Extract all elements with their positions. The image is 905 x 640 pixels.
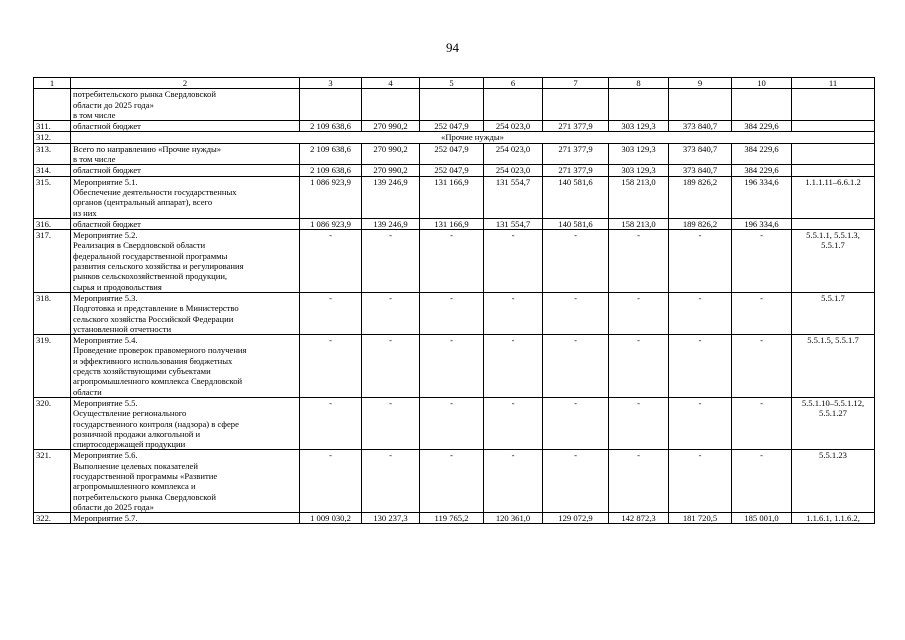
value-cell: - bbox=[543, 230, 609, 293]
page-number: 94 bbox=[446, 40, 459, 55]
row-name-line: сельского хозяйства Российской Федерации bbox=[73, 313, 234, 324]
value-cell: 1 009 030,2 bbox=[300, 513, 362, 524]
row-name-line: федеральной государственной программы bbox=[73, 250, 228, 261]
table-row bbox=[34, 218, 875, 229]
value-cell bbox=[669, 89, 732, 121]
target-code bbox=[792, 292, 875, 334]
value-cell: - bbox=[300, 397, 362, 449]
value-cell: - bbox=[484, 397, 543, 449]
value-cell: 373 840,7 bbox=[669, 165, 732, 176]
value-cell: 120 361,0 bbox=[484, 513, 543, 524]
table-row bbox=[34, 335, 875, 398]
value-cell: - bbox=[543, 292, 609, 334]
table-row bbox=[34, 121, 875, 132]
target-code bbox=[792, 450, 875, 513]
table-header-row bbox=[34, 78, 875, 89]
row-name-line: области bbox=[73, 386, 102, 397]
value-cell: - bbox=[732, 397, 792, 449]
value-cell: - bbox=[609, 230, 669, 293]
value-cell: 254 023,0 bbox=[484, 165, 543, 176]
row-number: 315. bbox=[34, 176, 71, 218]
column-header: 2 bbox=[71, 78, 300, 89]
value-cell: - bbox=[362, 230, 420, 293]
value-cell: 373 840,7 bbox=[669, 143, 732, 165]
target-code bbox=[792, 121, 875, 132]
value-cell: - bbox=[543, 335, 609, 398]
column-header: 11 bbox=[792, 78, 875, 89]
row-name bbox=[71, 121, 300, 132]
value-cell: - bbox=[420, 292, 484, 334]
row-name bbox=[71, 176, 300, 218]
row-name-line: Мероприятие 5.2. bbox=[73, 230, 138, 241]
value-cell: 131 554,7 bbox=[484, 218, 543, 229]
target-code bbox=[792, 165, 875, 176]
table-row bbox=[34, 176, 875, 218]
value-cell: 1 086 923,9 bbox=[300, 218, 362, 229]
row-name-line: агропромышленного комплекса Свердловской bbox=[73, 376, 243, 387]
row-name-line: органов (центральный аппарат), всего bbox=[73, 197, 213, 208]
value-cell: - bbox=[669, 335, 732, 398]
table-row bbox=[34, 143, 875, 165]
value-cell: 270 990,2 bbox=[362, 165, 420, 176]
value-cell: - bbox=[420, 450, 484, 513]
row-name-line: Мероприятие 5.1. bbox=[73, 176, 138, 187]
row-name-line: государственного контроля (надзора) в сфере bbox=[73, 418, 239, 429]
row-name-line: из них bbox=[73, 207, 97, 218]
row-number: 320. bbox=[34, 397, 71, 449]
value-cell: 252 047,9 bbox=[420, 121, 484, 132]
row-number: 312. bbox=[34, 132, 71, 143]
value-cell: - bbox=[300, 230, 362, 293]
column-header: 4 bbox=[362, 78, 420, 89]
target-code bbox=[792, 89, 875, 121]
value-cell: - bbox=[669, 292, 732, 334]
value-cell: 303 129,3 bbox=[609, 121, 669, 132]
value-cell: 140 581,6 bbox=[543, 176, 609, 218]
row-number: 317. bbox=[34, 230, 71, 293]
value-cell: - bbox=[732, 450, 792, 513]
row-name bbox=[71, 89, 300, 121]
value-cell: - bbox=[484, 450, 543, 513]
value-cell: 140 581,6 bbox=[543, 218, 609, 229]
target-code-line: 1.1.1.11–6.6.1.2 bbox=[805, 176, 861, 187]
value-cell: 142 872,3 bbox=[609, 513, 669, 524]
value-cell: 270 990,2 bbox=[362, 121, 420, 132]
table-row bbox=[34, 292, 875, 334]
value-cell: 2 109 638,6 bbox=[300, 121, 362, 132]
budget-table bbox=[33, 77, 875, 524]
value-cell: 189 826,2 bbox=[669, 176, 732, 218]
row-name-line: Обеспечение деятельности государственных bbox=[73, 186, 237, 197]
table-row bbox=[34, 397, 875, 449]
column-header: 8 bbox=[609, 78, 669, 89]
value-cell: - bbox=[362, 292, 420, 334]
value-cell: 384 229,6 bbox=[732, 121, 792, 132]
value-cell: 252 047,9 bbox=[420, 143, 484, 165]
value-cell: 270 990,2 bbox=[362, 143, 420, 165]
value-cell bbox=[543, 89, 609, 121]
value-cell: 373 840,7 bbox=[669, 121, 732, 132]
value-cell bbox=[300, 89, 362, 121]
row-name-line: потребительского рынка Свердловской bbox=[73, 491, 216, 502]
value-cell: - bbox=[669, 450, 732, 513]
value-cell: - bbox=[609, 397, 669, 449]
table-row bbox=[34, 450, 875, 513]
value-cell: - bbox=[732, 230, 792, 293]
row-name-line: спиртосодержащей продукции bbox=[73, 439, 186, 450]
table-row bbox=[34, 89, 875, 121]
value-cell: 181 720,5 bbox=[669, 513, 732, 524]
value-cell: - bbox=[300, 292, 362, 334]
value-cell: - bbox=[420, 230, 484, 293]
value-cell bbox=[420, 89, 484, 121]
column-header: 3 bbox=[300, 78, 362, 89]
value-cell: 139 246,9 bbox=[362, 218, 420, 229]
column-header: 9 bbox=[669, 78, 732, 89]
value-cell: - bbox=[420, 397, 484, 449]
row-name-line: развития сельского хозяйства и регулирования bbox=[73, 261, 244, 272]
value-cell bbox=[484, 89, 543, 121]
value-cell: 158 213,0 bbox=[609, 218, 669, 229]
value-cell: 303 129,3 bbox=[609, 143, 669, 165]
row-name-line: областной бюджет bbox=[73, 121, 141, 132]
value-cell: - bbox=[669, 230, 732, 293]
row-name-line: установленной отчетности bbox=[73, 323, 172, 334]
row-number: 311. bbox=[34, 121, 71, 132]
column-header: 10 bbox=[732, 78, 792, 89]
target-code bbox=[792, 218, 875, 229]
target-code-line: 5.5.1.7 bbox=[821, 240, 845, 251]
row-name bbox=[71, 230, 300, 293]
table-row bbox=[34, 513, 875, 524]
row-name-line: агропромышленного комплекса и bbox=[73, 481, 196, 492]
value-cell: - bbox=[362, 397, 420, 449]
row-name-line: областной бюджет bbox=[73, 165, 141, 176]
value-cell: 131 166,9 bbox=[420, 218, 484, 229]
table-body bbox=[34, 78, 875, 524]
value-cell: - bbox=[484, 230, 543, 293]
table-row-section bbox=[34, 132, 875, 143]
row-name-line: Осуществление регионального bbox=[73, 408, 187, 419]
target-code-line: 5.5.1.27 bbox=[819, 408, 847, 419]
value-cell: 384 229,6 bbox=[732, 143, 792, 165]
row-name-line: в том числе bbox=[73, 109, 116, 120]
value-cell: - bbox=[362, 335, 420, 398]
value-cell: 131 554,7 bbox=[484, 176, 543, 218]
value-cell: - bbox=[484, 335, 543, 398]
target-code bbox=[792, 513, 875, 524]
value-cell: - bbox=[300, 335, 362, 398]
value-cell: - bbox=[732, 292, 792, 334]
row-name-line: государственной программы «Развитие bbox=[73, 470, 218, 481]
value-cell: 119 765,2 bbox=[420, 513, 484, 524]
table-row bbox=[34, 165, 875, 176]
target-code-line: 5.5.1.7 bbox=[821, 292, 845, 303]
row-number: 321. bbox=[34, 450, 71, 513]
value-cell: - bbox=[543, 397, 609, 449]
row-name-line: области до 2025 года» bbox=[73, 99, 154, 110]
row-name-line: Мероприятие 5.5. bbox=[73, 397, 138, 408]
row-name bbox=[71, 397, 300, 449]
row-name-line: Выполнение целевых показателей bbox=[73, 460, 198, 471]
row-name-line: потребительского рынка Свердловской bbox=[73, 89, 216, 100]
value-cell bbox=[609, 89, 669, 121]
row-name bbox=[71, 292, 300, 334]
value-cell: 254 023,0 bbox=[484, 121, 543, 132]
row-number: 316. bbox=[34, 218, 71, 229]
row-name-line: областной бюджет bbox=[73, 218, 141, 229]
value-cell: - bbox=[669, 397, 732, 449]
column-header: 1 bbox=[34, 78, 71, 89]
value-cell: - bbox=[362, 450, 420, 513]
value-cell: - bbox=[300, 450, 362, 513]
row-name-line: Мероприятие 5.6. bbox=[73, 450, 138, 461]
value-cell: 2 109 638,6 bbox=[300, 143, 362, 165]
target-code bbox=[792, 397, 875, 449]
row-number bbox=[34, 89, 71, 121]
row-name bbox=[71, 143, 300, 165]
value-cell: 130 237,3 bbox=[362, 513, 420, 524]
row-number: 314. bbox=[34, 165, 71, 176]
value-cell: 254 023,0 bbox=[484, 143, 543, 165]
row-name-line: области до 2025 года» bbox=[73, 501, 154, 512]
target-code bbox=[792, 230, 875, 293]
value-cell: 384 229,6 bbox=[732, 165, 792, 176]
column-header: 7 bbox=[543, 78, 609, 89]
row-name-line: Реализация в Свердловской области bbox=[73, 240, 206, 251]
row-name-line: Всего по направлению «Прочие нужды» bbox=[73, 143, 222, 154]
row-name-line: розничной продажи алкогольной и bbox=[73, 428, 201, 439]
value-cell: 196 334,6 bbox=[732, 218, 792, 229]
section-title: «Прочие нужды» bbox=[71, 132, 875, 143]
row-name-line: Подготовка и представление в Министерство bbox=[73, 303, 239, 314]
value-cell: - bbox=[732, 335, 792, 398]
column-header: 5 bbox=[420, 78, 484, 89]
value-cell: 271 377,9 bbox=[543, 165, 609, 176]
row-name bbox=[71, 513, 300, 524]
value-cell: 271 377,9 bbox=[543, 143, 609, 165]
target-code-line: 5.5.1.5, 5.5.1.7 bbox=[807, 335, 859, 346]
row-number: 322. bbox=[34, 513, 71, 524]
value-cell: 1 086 923,9 bbox=[300, 176, 362, 218]
target-code bbox=[792, 176, 875, 218]
value-cell: - bbox=[609, 292, 669, 334]
row-number: 313. bbox=[34, 143, 71, 165]
value-cell: 158 213,0 bbox=[609, 176, 669, 218]
row-name-line: рынков сельскохозяйственной продукции, bbox=[73, 271, 228, 282]
value-cell: 185 001,0 bbox=[732, 513, 792, 524]
row-name bbox=[71, 450, 300, 513]
row-name-line: в том числе bbox=[73, 154, 116, 165]
value-cell: 131 166,9 bbox=[420, 176, 484, 218]
row-name-line: Мероприятие 5.3. bbox=[73, 292, 138, 303]
target-code-line: 5.5.1.23 bbox=[819, 450, 847, 461]
target-code bbox=[792, 143, 875, 165]
row-name-line: Проведение проверок правомерного получения bbox=[73, 345, 247, 356]
value-cell: - bbox=[609, 450, 669, 513]
value-cell: 303 129,3 bbox=[609, 165, 669, 176]
row-number: 318. bbox=[34, 292, 71, 334]
value-cell: - bbox=[420, 335, 484, 398]
row-name bbox=[71, 335, 300, 398]
value-cell: 196 334,6 bbox=[732, 176, 792, 218]
row-name-line: Мероприятие 5.7. bbox=[73, 513, 138, 524]
value-cell: 129 072,9 bbox=[543, 513, 609, 524]
row-name-line: средств хозяйствующими субъектами bbox=[73, 366, 211, 377]
row-name bbox=[71, 165, 300, 176]
value-cell: 139 246,9 bbox=[362, 176, 420, 218]
value-cell: 271 377,9 bbox=[543, 121, 609, 132]
value-cell: - bbox=[543, 450, 609, 513]
value-cell bbox=[362, 89, 420, 121]
target-code-line: 1.1.6.1, 1.1.6.2, bbox=[806, 513, 860, 524]
row-name bbox=[71, 218, 300, 229]
target-code bbox=[792, 335, 875, 398]
value-cell: - bbox=[484, 292, 543, 334]
row-name-line: сырья и продовольствия bbox=[73, 281, 162, 292]
target-code-line: 5.5.1.10–5.5.1.12, bbox=[801, 397, 865, 408]
row-number: 319. bbox=[34, 335, 71, 398]
value-cell: 252 047,9 bbox=[420, 165, 484, 176]
value-cell: 2 109 638,6 bbox=[300, 165, 362, 176]
row-name-line: Мероприятие 5.4. bbox=[73, 335, 138, 346]
column-header: 6 bbox=[484, 78, 543, 89]
value-cell bbox=[732, 89, 792, 121]
row-name-line: и эффективного использования бюджетных bbox=[73, 355, 233, 366]
value-cell: 189 826,2 bbox=[669, 218, 732, 229]
value-cell: - bbox=[609, 335, 669, 398]
table-row bbox=[34, 230, 875, 293]
target-code-line: 5.5.1.1, 5.5.1.3, bbox=[806, 230, 860, 241]
